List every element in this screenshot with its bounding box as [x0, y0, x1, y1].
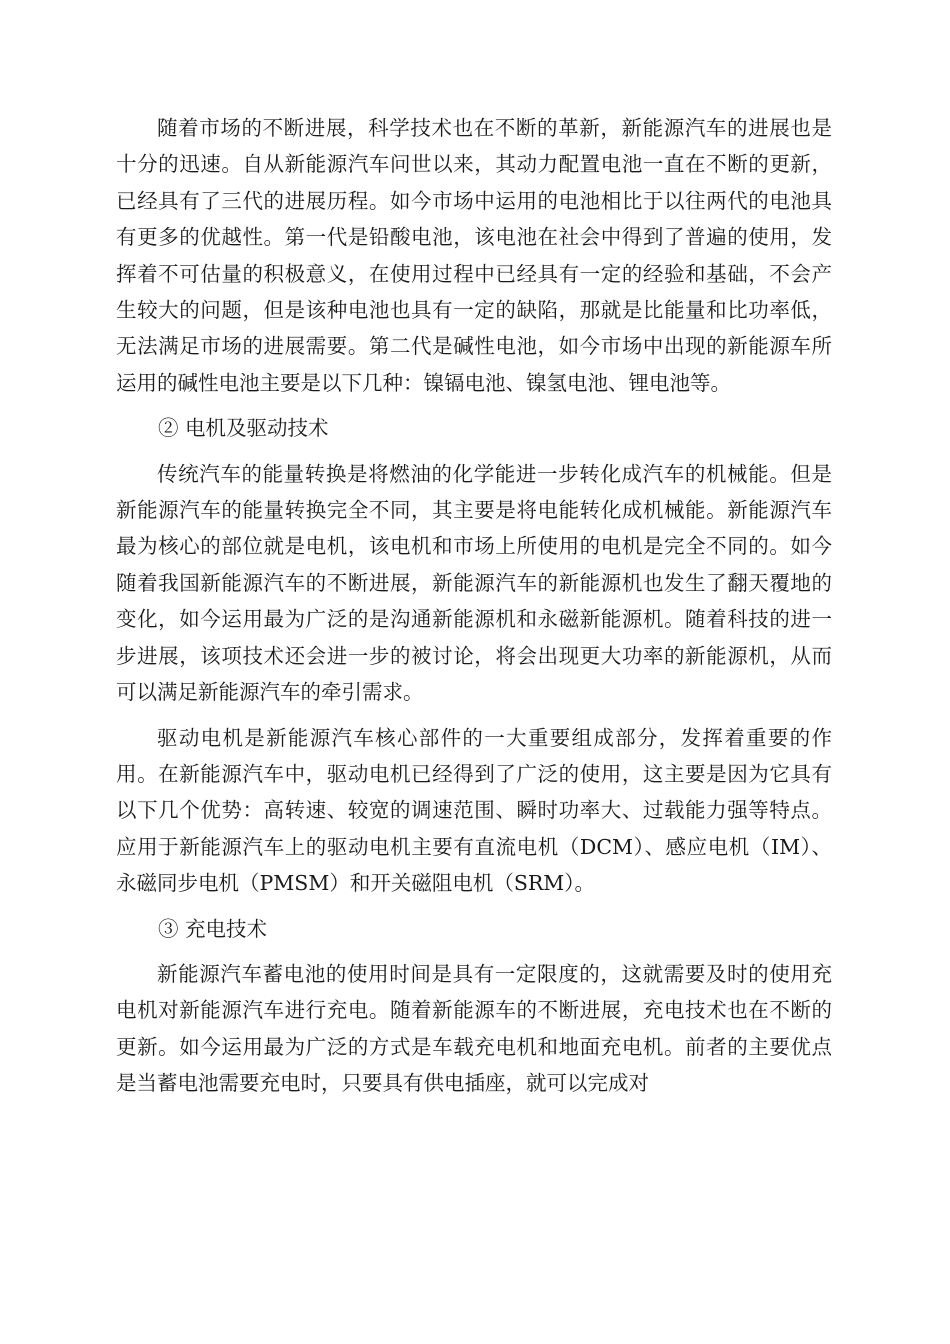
section-heading-charging: ③ 充电技术: [158, 916, 268, 941]
section-heading-motor-drive: ② 电机及驱动技术: [158, 416, 329, 441]
paragraph-energy-conversion: 传统汽车的能量转换是将燃油的化学能进一步转化成汽车的机械能。但是新能源汽车的能量转换完全不同，其主要是将电能转化成机械能。新能源汽车最为核心的部位就是电机，该电机和市场上所使用的电机是完全不同的。如今随着我国新能源汽车的不断进展，新能源汽车的新能源机也发生了翻天覆地的变化，如今运用最为广泛的是沟通新能源机和永磁新能源机。随着科技的进一步进展，该项技术还会进一步的被讨论，将会出现更大功率的新能源机，从而可以满足新能源汽车的牵引需求。: [116, 461, 832, 705]
paragraph-drive-motor: 驱动电机是新能源汽车核心部件的一大重要组成部分，发挥着重要的作用。在新能源汽车中，驱动电机已经得到了广泛的使用，这主要是因为它具有以下几个优势：高转速、较宽的调速范围、瞬时功率大、过载能力强等特点。应用于新能源汽车上的驱动电机主要有直流电机（DCM）、感应电机（IM）、永磁同步电机（PMSM）和开关磁阻电机（SRM）。: [116, 725, 832, 896]
paragraph-battery-evolution: 随着市场的不断进展，科学技术也在不断的革新，新能源汽车的进展也是十分的迅速。自从新能源汽车问世以来，其动力配置电池一直在不断的更新，已经具有了三代的进展历程。如今市场中运用的电池相比于以往两代的电池具有更多的优越性。第一代是铅酸电池，该电池在社会中得到了普遍的使用，发挥着不可估量的积极意义，在使用过程中已经具有一定的经验和基础，不会产生较大的问题，但是该种电池也具有一定的缺陷，那就是比能量和比功率低，无法满足市场的进展需要。第二代是碱性电池，如今市场中出现的新能源车所运用的碱性电池主要是以下几种：镍镉电池、镍氢电池、锂电池等。: [116, 116, 832, 395]
paragraph-charging-technology: 新能源汽车蓄电池的使用时间是具有一定限度的，这就需要及时的使用充电机对新能源汽车进行充电。随着新能源车的不断进展，充电技术也在不断的更新。如今运用最为广泛的方式是车载充电机和地面充电机。前者的主要优点是当蓄电池需要充电时，只要具有供电插座，就可以完成对: [116, 961, 832, 1096]
document-page: [116, 110, 832, 1111]
